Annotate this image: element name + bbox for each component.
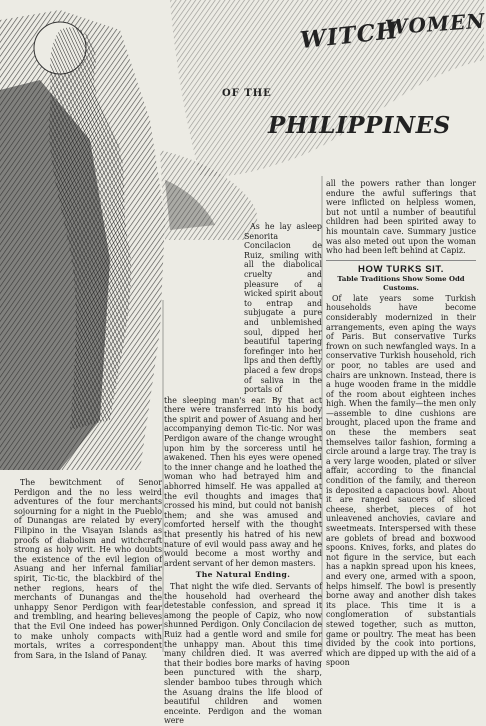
article-column-1 xyxy=(14,478,162,660)
article2-headline: HOW TURKS SIT. xyxy=(358,263,444,275)
title-of-the: OF THE xyxy=(222,88,272,99)
title-women: WOMEN xyxy=(384,8,486,40)
paragraph: That night the wife died. Servants of the household had overheard the detestable confession, and spread it among the people of Capiz, who now shunned Perdigon. Only Concilacion de Ruiz had a gentle word and smile for the unhappy man. About this time many children died. It was averred that their bodies bore marks of having been punctured with the sharp, slender bamboo tubes through which the Asuang drains the life blood of beautiful children and women enceinte. Perdigon and the woman were xyxy=(164,581,322,726)
paragraph-intro: As he lay asleep Senorita Concilacion de Ruiz, smiling with all the diabolical cruelty and pleasure of a wicked spirit about to entrap and subjugate a pure and unblemished soul, dipped her beautiful tapering forefinger into her lips and then deftly placed a few drops of saliva in the portals of xyxy=(244,222,322,395)
paragraph: the sleeping man's ear. By that act there were transferred into his body the spirit and power of Asuang and her accompanying demon Tic-tic. Nor was Perdigon aware of the change wrought upon him by the sorceress until he awakened. Then his eyes were opened to the inner change and he loathed the woman who had betrayed him and abhorred himself. He was appalled at the evil thoughts and images that crossed his mind, but could not banish them; and she was amused and comforted herself with the thought that presently his hatred of his new nature of evil would pass away and he would become a most worthy and ardent servant of her demon masters. xyxy=(164,395,322,568)
article2-deck: Table Traditions Show Some Odd Customs. xyxy=(337,275,465,292)
article-column-2 xyxy=(164,222,322,726)
section-subhead: The Natural Ending. xyxy=(195,570,291,580)
paragraph: The bewitchment of Senor Perdigon and the no less weird adventures of the four merchants sojourning for a night in the Pueblo of Dunangas are related by every Filipino in the Visayan Islands as proofs of diabolism and witchcraft strong as holy writ. He who doubts the existence of the evil legion of Asuang and her infernal familiar spirit, Tic-tic, the blackbird of the nether regions, hears of the merchants of Dunangas and the unhappy Senor Perdigon with fear and trembling, and hearing believes that the Evil One indeed has power to make unholy compacts with mortals, writes a correspondent from Sara, in the Island of Panay. xyxy=(14,478,162,660)
title-philippines: PHILIPPINES xyxy=(268,112,451,139)
paragraph: all the powers rather than longer endure the awful sufferings that were inflicted on helpless women, but not until a number of beautiful children had been spirited away to his mountain cave. Summary justice was also meted out upon the woman who had been left behind at Capiz. xyxy=(326,179,476,256)
divider xyxy=(326,260,476,261)
title-witch: WITCH xyxy=(298,16,400,55)
paragraph: Of late years some Turkish households have become considerably modernized in their arrangements, even aping the ways of Paris. But conservative Turks frown on such newfangled ways. In a conservative Turkish household, rich or poor, no tables are used and chairs are unknown. Instead, there is a huge wooden frame in the middle of the room about eighteen inches high. When the family—the men only—assemble to dine cushions are brought, placed upon the frame and on these the members seat themselves tailor fashion, forming a circle around a large tray. The tray is a very large wooden, plated or silver affair, according to the financial condition of the family, and thereon is deposited a capacious bowl. About it are ranged saucers of sliced cheese, sherbet, pieces of hot unleavened anchovies, caviare and sweetmeats. Interspersed with these are goblets of bread and boxwood spoons. Knives, forks, and plates do not figure in the service, but each has a napkin spread upon his knees, and every one, armed with a spoon, helps himself. The bowl is presently borne away and another dish takes its place. This time it is a conglomeration of substantials stewed together, such as mutton, game or poultry. The meat has been divided by the cook into portions, which are dipped up with the aid of a spoon xyxy=(326,293,476,668)
article-column-3 xyxy=(326,179,476,668)
